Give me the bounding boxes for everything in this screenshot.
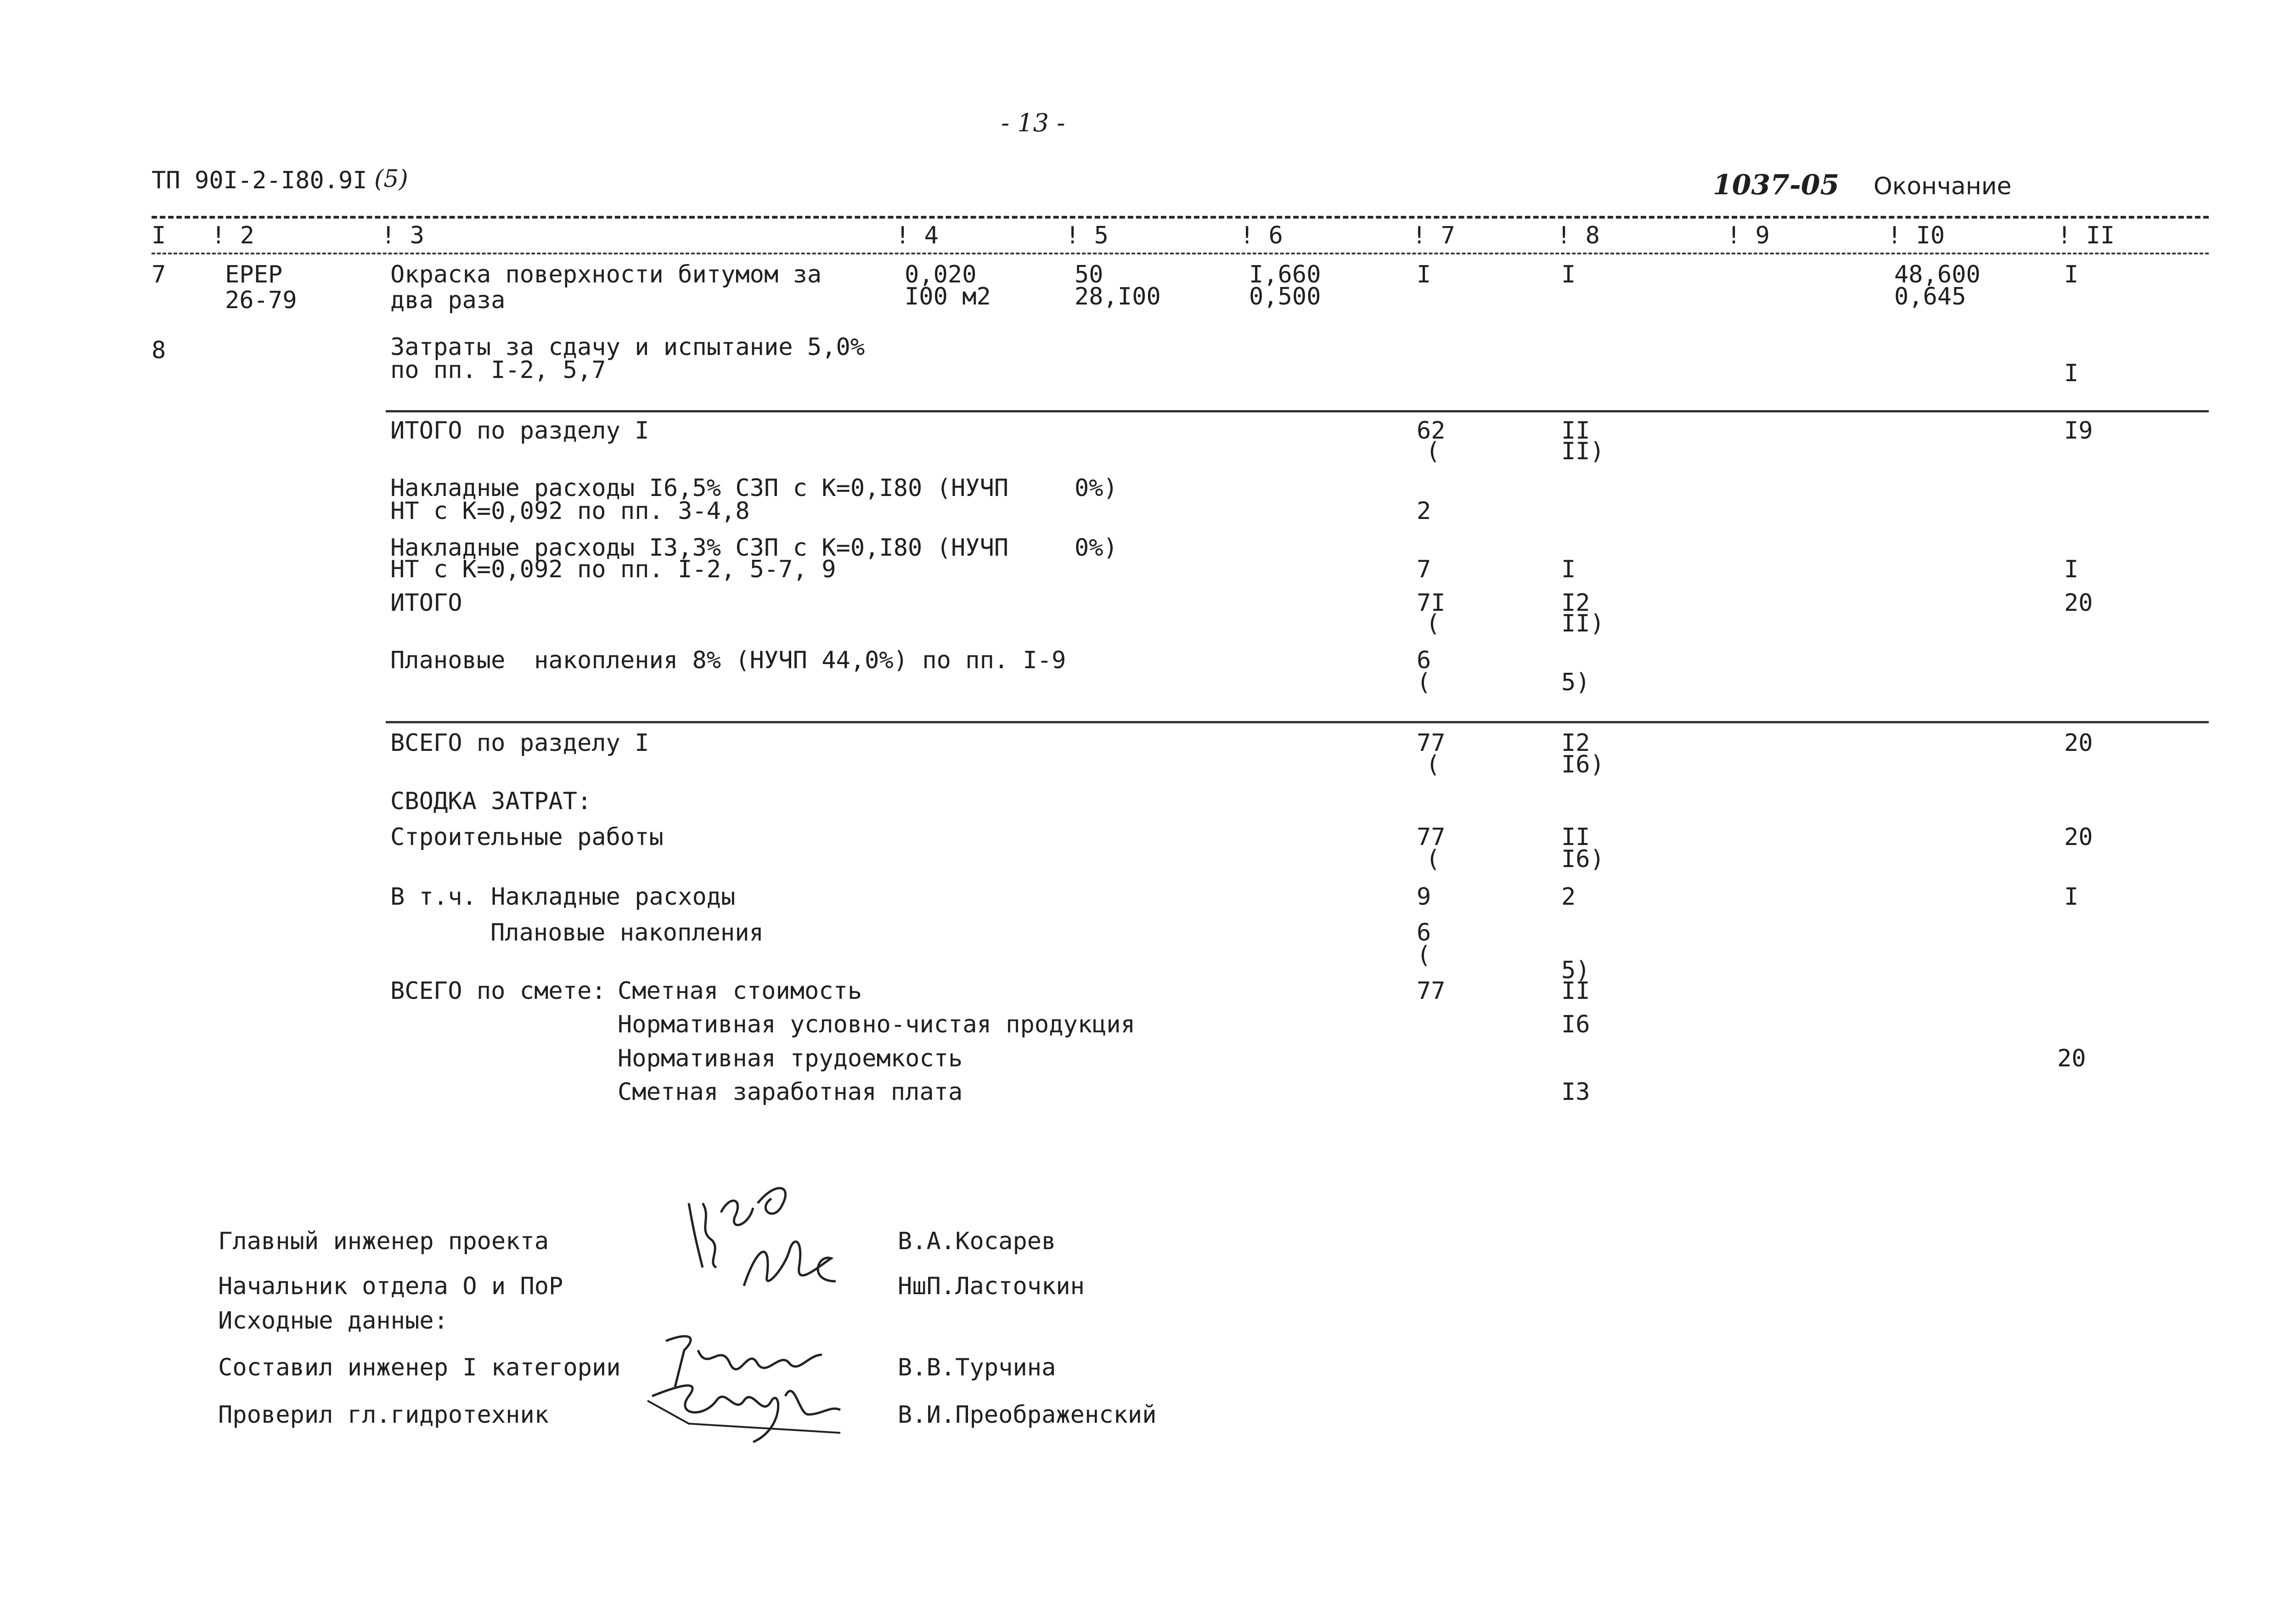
col8-value: I3 [1561, 1078, 1590, 1106]
signature-role: Главный инженер проекта [218, 1228, 549, 1255]
estimate-total-item: Нормативная условно-чистая продукция [618, 1011, 1136, 1038]
col7-value: 2 [1417, 497, 1431, 525]
col8-value: I6 [1561, 1011, 1590, 1038]
document-volume: (5) [374, 165, 408, 193]
col8-value: I [1561, 261, 1576, 288]
work-description: два раза [390, 287, 506, 314]
column-header: ! I0 [1887, 222, 1945, 249]
overhead-description: НТ с К=0,092 по пп. 3-4,8 [390, 497, 750, 525]
signature-role: Проверил гл.гидротехник [218, 1401, 549, 1429]
col7-value: 7I [1417, 589, 1446, 617]
col11-value: I [2064, 556, 2079, 583]
signature-name: НшП.Ласточкин [898, 1273, 1085, 1300]
col6-value: 0,500 [1249, 283, 1321, 310]
column-header: ! 8 [1557, 222, 1600, 249]
col7-value: ( [1426, 610, 1441, 637]
rate-code: 26-79 [225, 287, 297, 314]
summary-label: Плановые накопления [490, 919, 764, 946]
signature-role: Составил инженер I категории [218, 1354, 621, 1381]
estimate-total-label: ВСЕГО по смете: [390, 977, 606, 1005]
column-header: ! 5 [1065, 222, 1109, 249]
col8-value: 5) [1561, 957, 1590, 984]
column-header: ! 4 [895, 222, 939, 249]
overhead-description: Накладные расходы I6,5% СЗП с К=0,I80 (НУЧП [390, 474, 1009, 502]
estimate-total-item: Сметная стоимость [618, 977, 862, 1005]
col8-value: II [1561, 417, 1590, 445]
col8-value: I2 [1561, 729, 1590, 757]
col11-value: I [2064, 261, 2079, 288]
section-separator [386, 721, 2209, 723]
estimate-total-item: Сметная заработная плата [618, 1078, 963, 1106]
col10-value: 0,645 [1894, 283, 1966, 310]
column-header: ! 2 [211, 222, 254, 249]
col7-value: ( [1426, 845, 1441, 873]
registration-number: 1037-05 [1713, 169, 1840, 201]
column-header: ! 6 [1240, 222, 1283, 249]
column-header: I [152, 222, 166, 249]
header-bottom-rule [152, 253, 2209, 254]
col8-value: II) [1561, 438, 1604, 465]
signature-role: Исходные данные: [218, 1307, 448, 1335]
col7-value: 9 [1417, 883, 1431, 911]
col7-value: 6 [1417, 919, 1431, 946]
col11-value: 20 [2064, 823, 2093, 851]
col7-value: 77 [1417, 977, 1446, 1005]
col6-value: I,660 [1249, 261, 1321, 288]
unit: I00 м2 [905, 283, 991, 310]
signature-name: В.В.Турчина [898, 1354, 1056, 1381]
col11-value: 20 [2064, 589, 2093, 617]
col7-value: 62 [1417, 417, 1446, 445]
overhead-percent: 0%) [1075, 474, 1118, 502]
unit-cost: 50 [1075, 261, 1103, 288]
table-top-rule [152, 216, 2209, 219]
document-code: ТП 90I-2-I80.9I [152, 167, 367, 194]
continuation-label: Окончание [1874, 173, 2012, 200]
planned-savings-label: Плановые накопления 8% (НУЧП 44,0%) по пп. I-9 [390, 647, 1066, 674]
col7-value: ( [1426, 438, 1441, 465]
summary-label: В т.ч. Накладные расходы [390, 883, 736, 911]
total-label: ИТОГО [390, 589, 462, 617]
col10-value: 48,600 [1894, 261, 1981, 288]
signature-compiler [647, 1323, 840, 1470]
col8-value: II [1561, 977, 1590, 1005]
work-description: Затраты за сдачу и испытание 5,0% [390, 333, 865, 361]
page-number: - 13 - [1001, 108, 1065, 137]
rate-code: ЕРЕР [225, 261, 283, 288]
col8-value: I [1561, 556, 1576, 583]
quantity: 0,020 [905, 261, 977, 288]
col11-value: I [2064, 883, 2079, 911]
work-description: Окраска поверхности битумом за [390, 261, 822, 288]
col8-value: II) [1561, 610, 1604, 637]
col11-value: I9 [2064, 417, 2093, 445]
column-header: ! 3 [381, 222, 424, 249]
col8-value: 5) [1561, 669, 1590, 696]
estimate-total-item: Нормативная трудоемкость [618, 1045, 963, 1072]
col7-value: 6 [1417, 647, 1431, 674]
overhead-description: Накладные расходы I3,3% СЗП с К=0,I80 (НУЧП [390, 534, 1009, 562]
overhead-percent: 0%) [1075, 534, 1118, 562]
section-total-label: ВСЕГО по разделу I [390, 729, 649, 757]
col7-value: ( [1417, 941, 1431, 969]
signature-name: В.И.Преображенский [898, 1401, 1157, 1429]
col7-value: ( [1426, 751, 1441, 778]
summary-title: СВОДКА ЗАТРАТ: [390, 788, 592, 815]
signature-chief-engineer [680, 1176, 845, 1295]
column-header: ! 9 [1727, 222, 1770, 249]
col7-value: ( [1417, 669, 1431, 696]
col11-value: 20 [2064, 729, 2093, 757]
col11-value: I [2064, 360, 2079, 387]
column-header: ! 7 [1412, 222, 1455, 249]
col8-value: 2 [1561, 883, 1576, 911]
col7-value: 77 [1417, 729, 1446, 757]
subtotal-label: ИТОГО по разделу I [390, 417, 649, 445]
signature-name: В.А.Косарев [898, 1228, 1056, 1255]
work-description: по пп. I-2, 5,7 [390, 356, 606, 384]
col7-value: 7 [1417, 556, 1431, 583]
col11-value: 20 [2057, 1045, 2086, 1072]
row-number: 7 [152, 261, 166, 288]
col7-value: I [1417, 261, 1431, 288]
unit-cost: 28,I00 [1075, 283, 1161, 310]
signature-role: Начальник отдела О и ПоР [218, 1273, 563, 1300]
col8-value: I6) [1561, 751, 1604, 778]
row-number: 8 [152, 337, 166, 364]
col7-value: 77 [1417, 823, 1446, 851]
overhead-description: НТ с К=0,092 по пп. I-2, 5-7, 9 [390, 556, 836, 583]
column-header: ! II [2057, 222, 2115, 249]
summary-label: Строительные работы [390, 823, 664, 851]
col8-value: I6) [1561, 845, 1604, 873]
col8-value: I2 [1561, 589, 1590, 617]
section-separator [386, 410, 2209, 412]
col8-value: II [1561, 823, 1590, 851]
